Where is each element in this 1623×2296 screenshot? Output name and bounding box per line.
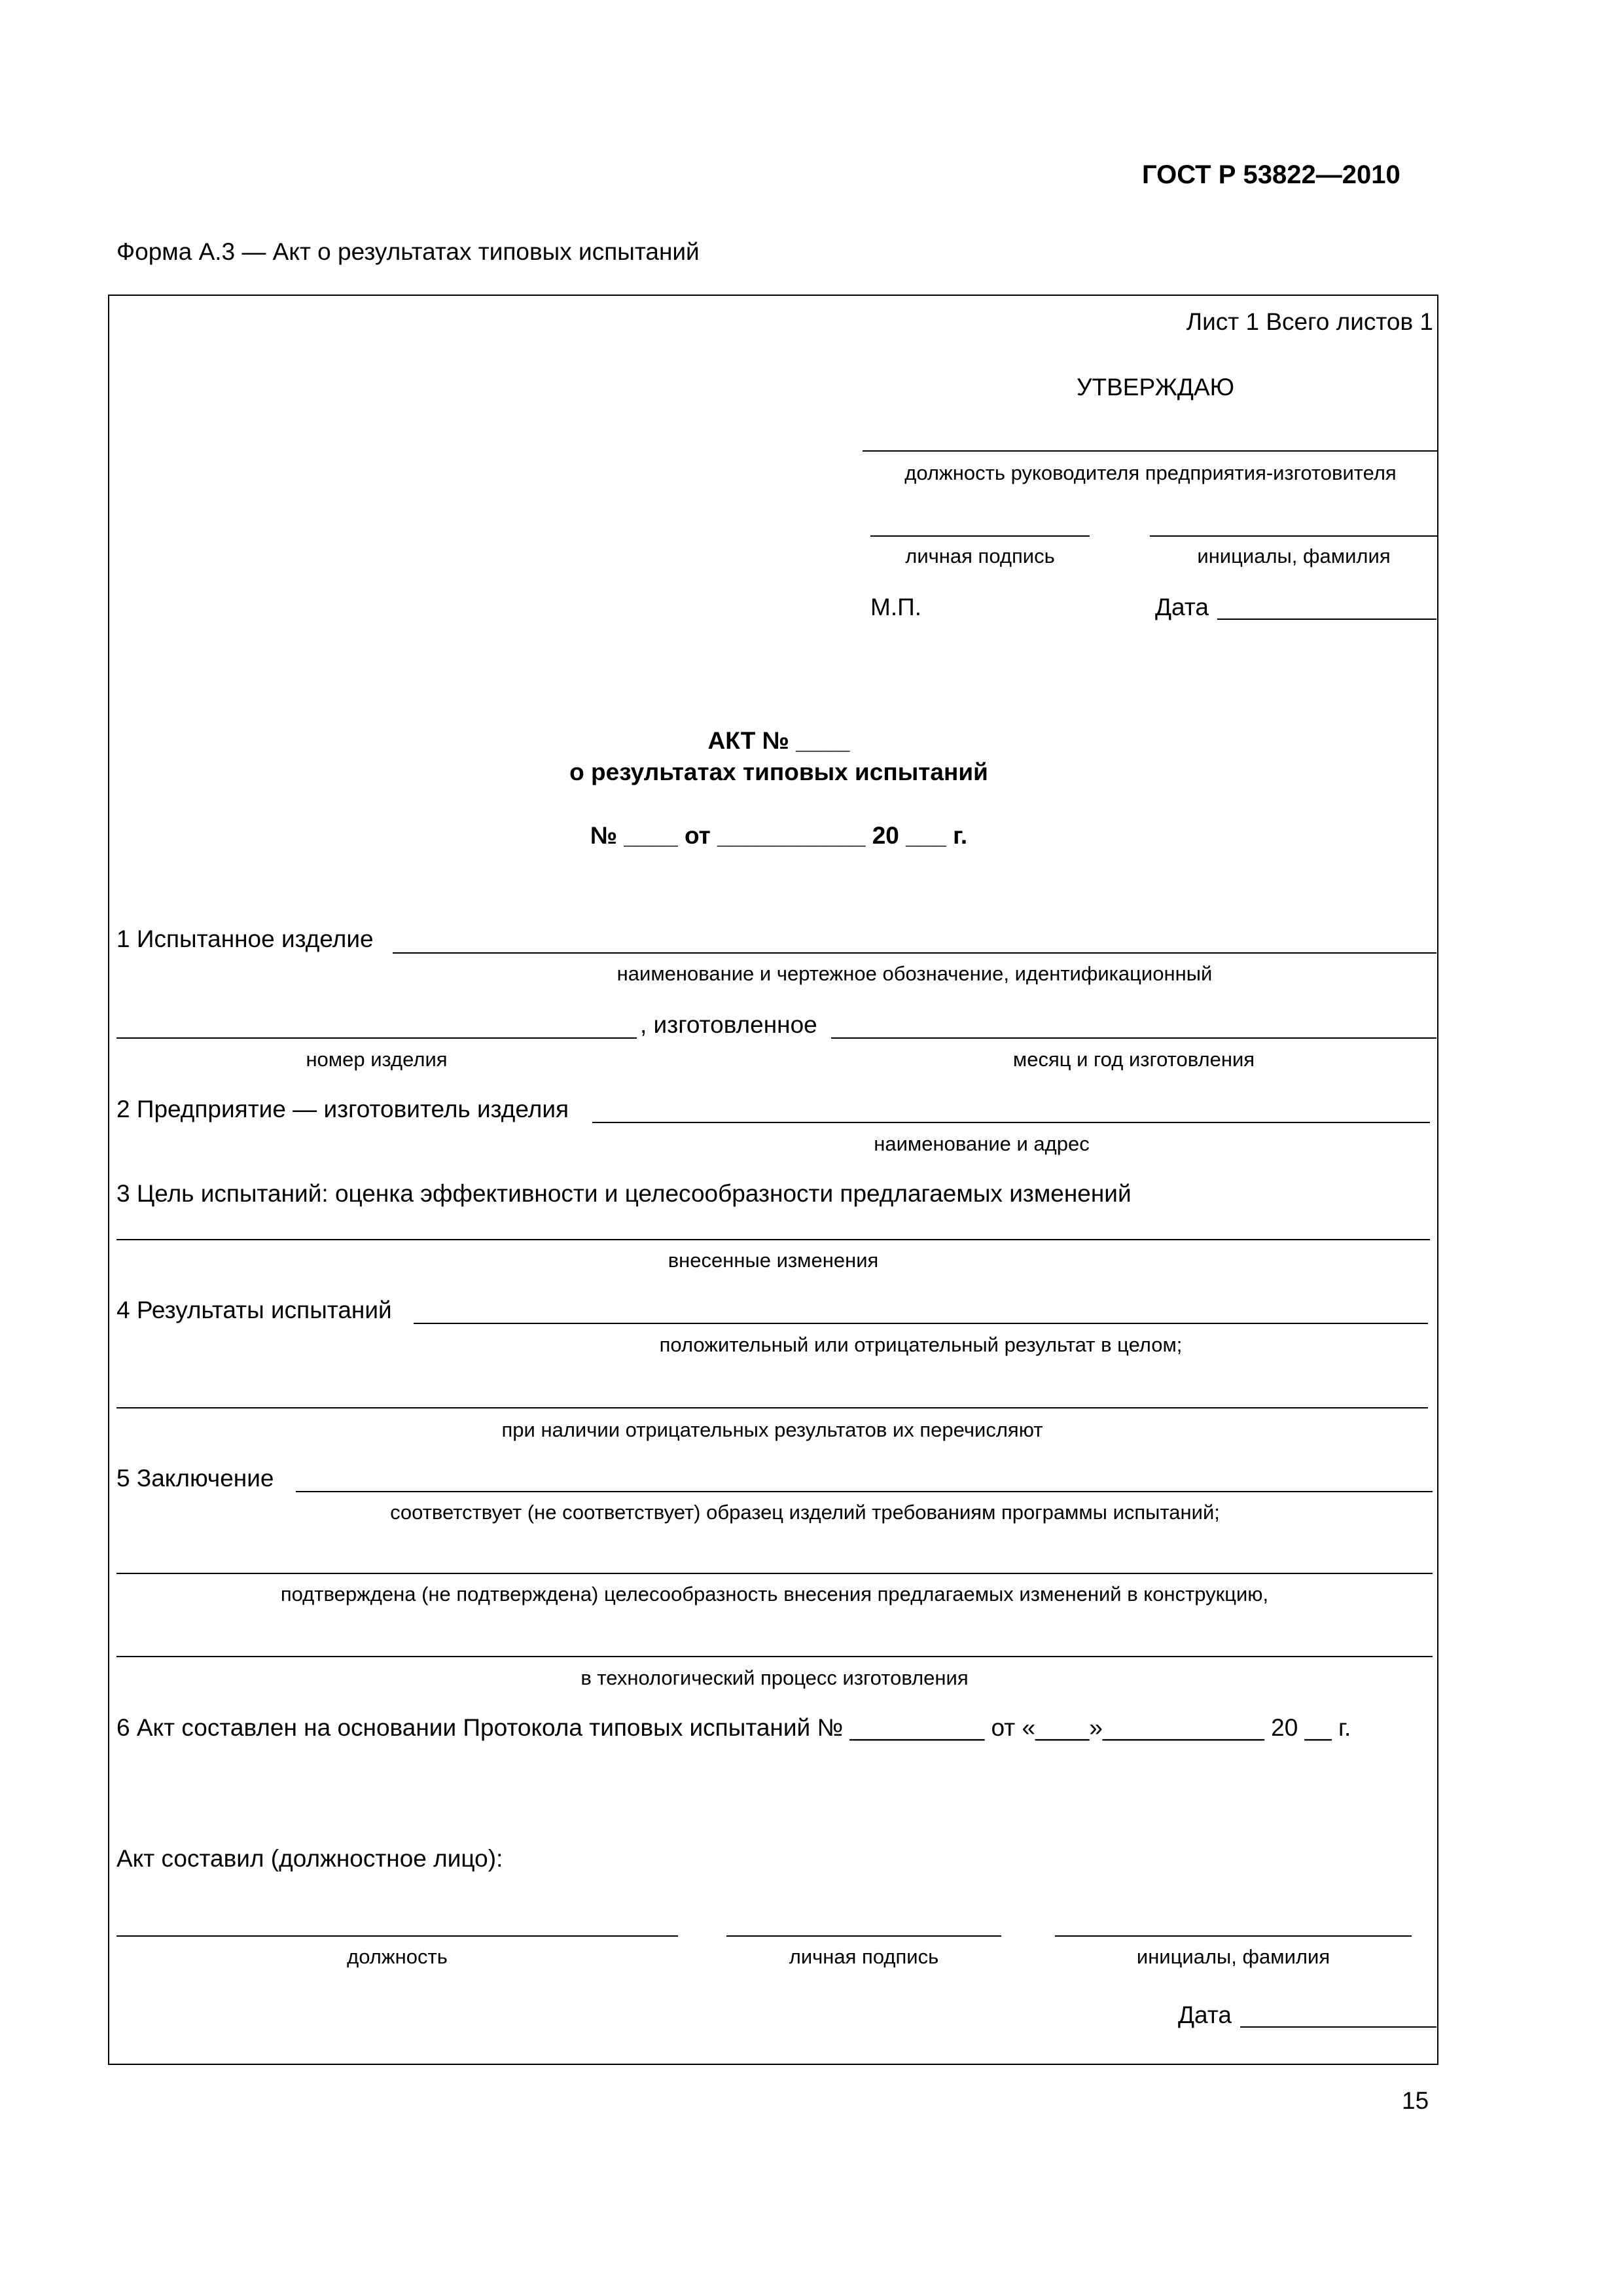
- compiler-date-label: Дата: [1178, 2001, 1232, 2028]
- approval-date-line[interactable]: [1217, 619, 1436, 620]
- approval-date-label: Дата: [1155, 594, 1209, 620]
- item1-caption: наименование и чертежное обозначение, идентификационный: [616, 962, 1213, 985]
- approval-title: УТВЕРЖДАЮ: [1077, 374, 1235, 401]
- item2-field-line[interactable]: [592, 1122, 1430, 1123]
- item5-field-line-2[interactable]: [116, 1573, 1433, 1574]
- approver-position-caption: должность руководителя предприятия-изготовителя: [904, 461, 1397, 484]
- item1-manufactured-label: , изготовленное: [640, 1011, 817, 1038]
- act-number-heading: АКТ № ____: [707, 727, 850, 754]
- item3-caption: внесенные изменения: [668, 1249, 879, 1272]
- item1-date-line[interactable]: [831, 1037, 1436, 1039]
- compiler-date-line[interactable]: [1240, 2026, 1436, 2028]
- item6-text: 6 Акт составлен на основании Протокола типовых испытаний № __________ от «____»____________ 20 __ г.: [116, 1714, 1351, 1741]
- item1-label: 1 Испытанное изделие: [116, 925, 374, 952]
- item1-number-line[interactable]: [116, 1037, 637, 1039]
- approver-name-caption: инициалы, фамилия: [1197, 545, 1391, 567]
- compiler-signature-line[interactable]: [726, 1935, 1001, 1937]
- item5-caption-1: соответствует (не соответствует) образец изделий требованиям программы испытаний;: [390, 1501, 1220, 1524]
- item5-caption-3: в технологический процесс изготовления: [580, 1666, 969, 1689]
- item2-label: 2 Предприятие — изготовитель изделия: [116, 1096, 569, 1122]
- item4-caption-1: положительный или отрицательный результат в целом;: [659, 1333, 1183, 1356]
- approver-signature-caption: личная подпись: [905, 545, 1055, 567]
- form-title: Форма А.3 — Акт о результатах типовых испытаний: [116, 238, 700, 265]
- item1-number-caption: номер изделия: [306, 1048, 448, 1071]
- item2-caption: наименование и адрес: [874, 1132, 1090, 1155]
- act-number-date-line: № ____ от ___________ 20 ___ г.: [590, 822, 968, 849]
- page-number: 15: [1402, 2087, 1429, 2114]
- sheet-info: Лист 1 Всего листов 1: [1186, 308, 1433, 335]
- item1-date-caption: месяц и год изготовления: [1012, 1048, 1255, 1071]
- compiler-position-caption: должность: [347, 1945, 448, 1968]
- item3-field-line[interactable]: [116, 1239, 1430, 1240]
- item3-label: 3 Цель испытаний: оценка эффективности и целесообразности предлагаемых изменений: [116, 1180, 1132, 1207]
- item5-caption-2: подтверждена (не подтверждена) целесообразность внесения предлагаемых изменений в конструкцию,: [280, 1583, 1269, 1605]
- item4-field-line-2[interactable]: [116, 1407, 1428, 1408]
- item4-field-line-1[interactable]: [414, 1323, 1428, 1324]
- act-subject-heading: о результатах типовых испытаний: [569, 759, 988, 785]
- item5-field-line-1[interactable]: [296, 1491, 1433, 1492]
- approver-position-line[interactable]: [863, 450, 1438, 452]
- compiler-label: Акт составил (должностное лицо):: [116, 1845, 503, 1872]
- compiler-name-caption: инициалы, фамилия: [1136, 1945, 1330, 1968]
- item5-label: 5 Заключение: [116, 1465, 274, 1492]
- approver-name-line[interactable]: [1150, 535, 1438, 537]
- item4-label: 4 Результаты испытаний: [116, 1297, 392, 1323]
- item5-field-line-3[interactable]: [116, 1656, 1433, 1657]
- approver-signature-line[interactable]: [870, 535, 1090, 537]
- compiler-position-line[interactable]: [116, 1935, 678, 1937]
- standard-number: ГОСТ Р 53822—2010: [1142, 160, 1400, 189]
- item4-caption-2: при наличии отрицательных результатов их перечисляют: [501, 1418, 1043, 1441]
- compiler-name-line[interactable]: [1055, 1935, 1412, 1937]
- stamp-label: М.П.: [870, 594, 921, 620]
- compiler-signature-caption: личная подпись: [789, 1945, 939, 1968]
- item1-field-line[interactable]: [393, 952, 1436, 954]
